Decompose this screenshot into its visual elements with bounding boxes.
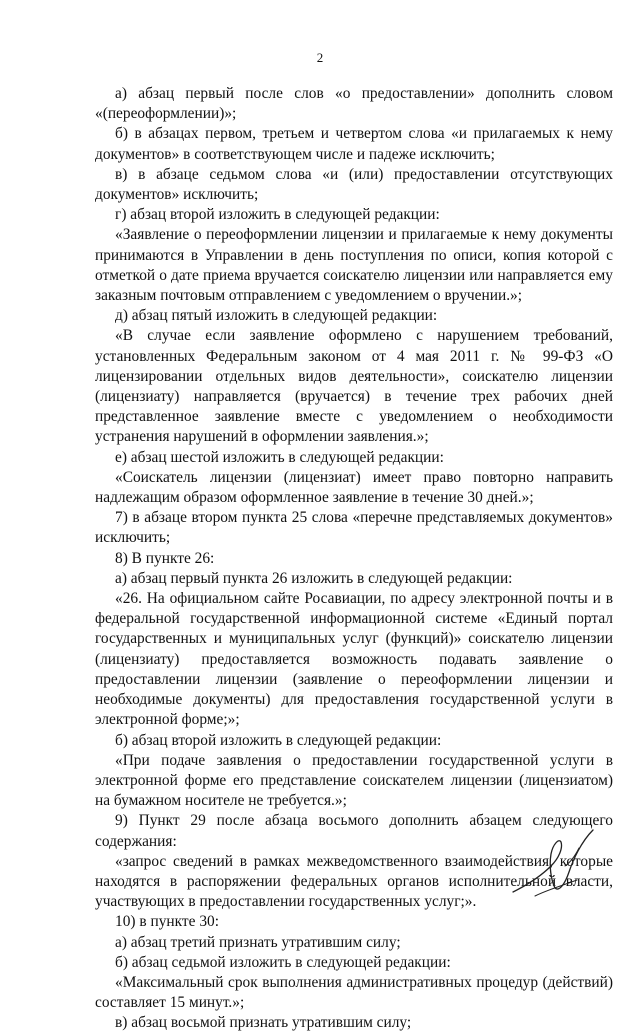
- paragraph: «Максимальный срок выполнения административных процедур (действий) составляет 15 минут.»;: [95, 973, 613, 1012]
- paragraph: б) в абзацах первом, третьем и четвертом слова «и прилагаемых к нему документов» в соответствующем числе и падеже исключить;: [95, 125, 613, 163]
- paragraph: 10) в пункте 30:: [115, 913, 219, 931]
- paragraph: «При подаче заявления о предоставлении государственной услуги в электронной форме его представление соискателем лицензии (лицензиатом) на бумажном носителе не требуется.»;: [95, 751, 613, 810]
- paragraph: а) абзац третий признать утратившим силу;: [115, 933, 401, 951]
- paragraph: 9) Пункт 29 после абзаца восьмого дополнить абзацем следующего содержания:: [95, 812, 613, 850]
- paragraph: в) абзац восьмой признать утратившим силу;: [115, 1014, 412, 1032]
- paragraph: «запрос сведений в рамках межведомственного взаимодействия, которые находятся в распоряжении федеральных органов исполнительной власти, участвующих в предоставлении государственных услуг;».: [95, 852, 613, 911]
- paragraph: б) абзац седьмой изложить в следующей редакции:: [115, 953, 451, 971]
- paragraph: 8) В пункте 26:: [115, 549, 215, 567]
- paragraph: а) абзац первый пункта 26 изложить в следующей редакции:: [115, 569, 513, 587]
- paragraph: «26. На официальном сайте Росавиации, по адресу электронной почты и в федеральной государственной информационной системе «Единый портал государственных и муниципальных услуг (функций)» соискателю лицензии (лицензиату) предоставляется возможность подавать заявление о предоставлении лицензии (заявление о переоформлении лицензии и необходимые документы) для предоставления государственной услуги в электронной форме;»;: [95, 590, 613, 729]
- paragraph: е) абзац шестой изложить в следующей редакции:: [115, 448, 444, 466]
- paragraph: 7) в абзаце втором пункта 25 слова «перечне представляемых документов» исключить;: [95, 509, 613, 547]
- paragraph: «Соискатель лицензии (лицензиат) имеет право повторно направить надлежащим образом оформленное заявление в течение 30 дней.»;: [95, 468, 613, 507]
- paragraph: а) абзац первый после слов «о предоставлении» дополнить словом «(переоформлении)»;: [95, 85, 613, 123]
- signature-mark: [505, 826, 605, 898]
- paragraph: «В случае если заявление оформлено с нарушением требований, установленных Федеральным законом от 4 мая 2011 г. № 99-ФЗ «О лицензировании отдельных видов деятельности», соискателю лицензии (лицензиату) направляется (вручается) в течение трех рабочих дней представленное заявление вместе с уведомлением о необходимости устранения нарушений в оформлении заявления.»;: [95, 327, 613, 446]
- paragraph: г) абзац второй изложить в следующей редакции:: [115, 206, 440, 224]
- paragraph: «Заявление о переоформлении лицензии и прилагаемые к нему документы принимаются в Управлении в день поступления по описи, копия которой с отметкой о дате приема вручается соискателю лицензии или направляется ему заказным почтовым отправлением с уведомлением о вручении.»;: [95, 226, 613, 305]
- page-number: 2: [316, 50, 324, 65]
- paragraph: д) абзац пятый изложить в следующей редакции:: [115, 307, 438, 325]
- paragraph: б) абзац второй изложить в следующей редакции:: [115, 731, 442, 749]
- paragraph: в) в абзаце седьмом слова «и (или) предоставлении отсутствующих документов» исключить;: [95, 165, 613, 204]
